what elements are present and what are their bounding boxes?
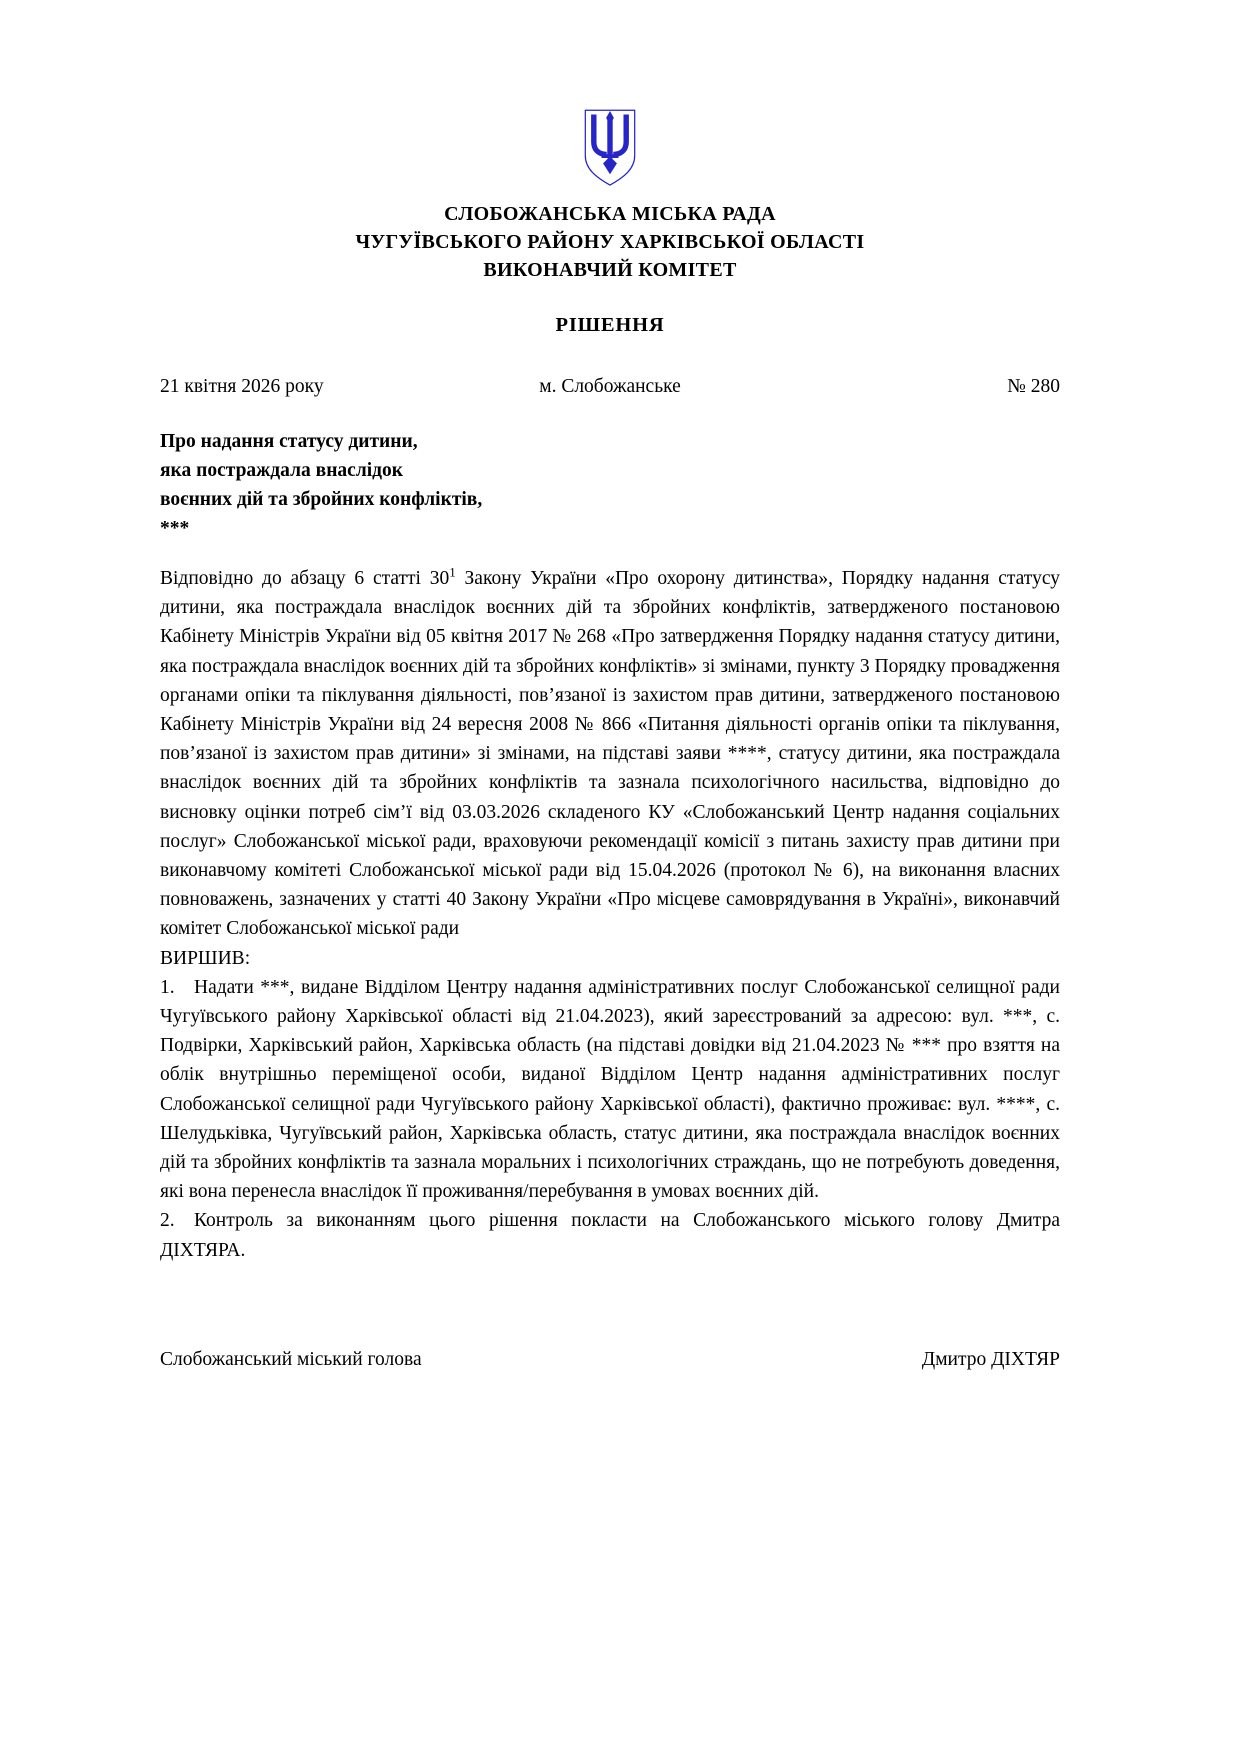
- org-name-line1: СЛОБОЖАНСЬКА МІСЬКА РАДА: [444, 203, 776, 225]
- preamble-text-before-superscript: Відповідно до абзацу 6 статті 30: [160, 568, 450, 589]
- decision-item-2: [160, 1206, 1060, 1264]
- item-text: Надати ***, видане Відділом Центру надання адміністративних послуг Слобожанської селищної ради Чугуївського району Харківської області від 21.04.2023), який зареєстрований за адресою: вул. ***, с. Подвірки, Харківський район, Харківська область (на підставі довідки від 21.04.2023 № *** про взяття на облік внутрішньо переміщеної особи, виданої Відділом Центр надання адміністративних послуг Слобожанської селищної ради Чугуївського району Харківської області), фактично проживає: вул. ****, с. Шелудьківка, Чугуївський район, Харківська область, статус дитини, яка постраждала внаслідок воєнних дій та збройних конфліктів та зазнала моральних і психологічних страждань, що не потребують доведення, які вона перенесла внаслідок її проживання/перебування в умовах воєнних дій.: [160, 976, 1060, 1203]
- subject-line: ***: [160, 518, 190, 539]
- preamble-paragraph: [160, 564, 1060, 944]
- org-name-line3: ВИКОНАВЧИЙ КОМІТЕТ: [483, 259, 737, 281]
- subject-line: яка постраждала внаслідок: [160, 460, 404, 481]
- org-name-line2: ЧУГУЇВСЬКОГО РАЙОНУ ХАРКІВСЬКОЇ ОБЛАСТІ: [355, 231, 865, 253]
- signatory-position: Слобожанський міський голова: [160, 1348, 422, 1370]
- item-text: Контроль за виконанням цього рішення покласти на Слобожанського міського голову Дмитра ДІХТЯРА.: [160, 1210, 1060, 1261]
- document-number: № 280: [1007, 376, 1060, 397]
- document-subject: [160, 427, 1060, 543]
- ukraine-trident-emblem: [583, 106, 637, 190]
- document-meta-row: [160, 373, 1060, 401]
- subject-line: Про надання статусу дитини,: [160, 431, 418, 452]
- subject-line: воєнних дій та збройних конфліктів,: [160, 489, 483, 510]
- document-place: м. Слобожанське: [539, 376, 681, 397]
- document-type-title: РІШЕННЯ: [555, 314, 665, 336]
- resolved-label: ВИРШИВ:: [160, 947, 251, 969]
- item-number: 2.: [160, 1210, 175, 1232]
- document-header: [160, 106, 1060, 284]
- signature-row: [160, 1345, 1060, 1374]
- item-number: 1.: [160, 976, 175, 998]
- decision-item-1: [160, 973, 1060, 1207]
- preamble-text-after-superscript: Закону України «Про охорону дитинства», Порядку надання статусу дитини, яка постраждала внаслідок воєнних дій та збройних конфліктів, затвердженого постановою Кабінету Міністрів України від 05 квітня 2017 № 268 «Про затвердження Порядку надання статусу дитини, яка постраждала внаслідок воєнних дій та збройних конфліктів» зі змінами, пункту 3 Порядку провадження органами опіки та піклування діяльності, пов’язаної із захистом прав дитини, затвердженого постановою Кабінету Міністрів України від 24 вересня 2008 № 866 «Питання діяльності органів опіки та піклування, пов’язаної із захистом прав дитини» зі змінами, на підставі заяви ****, статусу дитини, яка постраждала внаслідок воєнних дій та збройних конфліктів та зазнала психологічного насильства, відповідно до висновку оцінки потреб сім’ї від 03.03.2026 складеного КУ «Слобожанський Центр надання соціальних послуг» Слобожанської міської ради, враховуючи рекомендації комісії з питань захисту прав дитини при виконавчому комітеті Слобожанської міської ради від 15.04.2026 (протокол № 6), на виконання власних повноважень, зазначених у статті 40 Закону України «Про місцеве самоврядування в Україні», виконавчий комітет Слобожанської міської ради: [160, 568, 1060, 940]
- signatory-name: Дмитро ДІХТЯР: [921, 1348, 1060, 1370]
- document-date: 21 квітня 2026 року: [160, 376, 324, 397]
- article-superscript: 1: [449, 564, 456, 580]
